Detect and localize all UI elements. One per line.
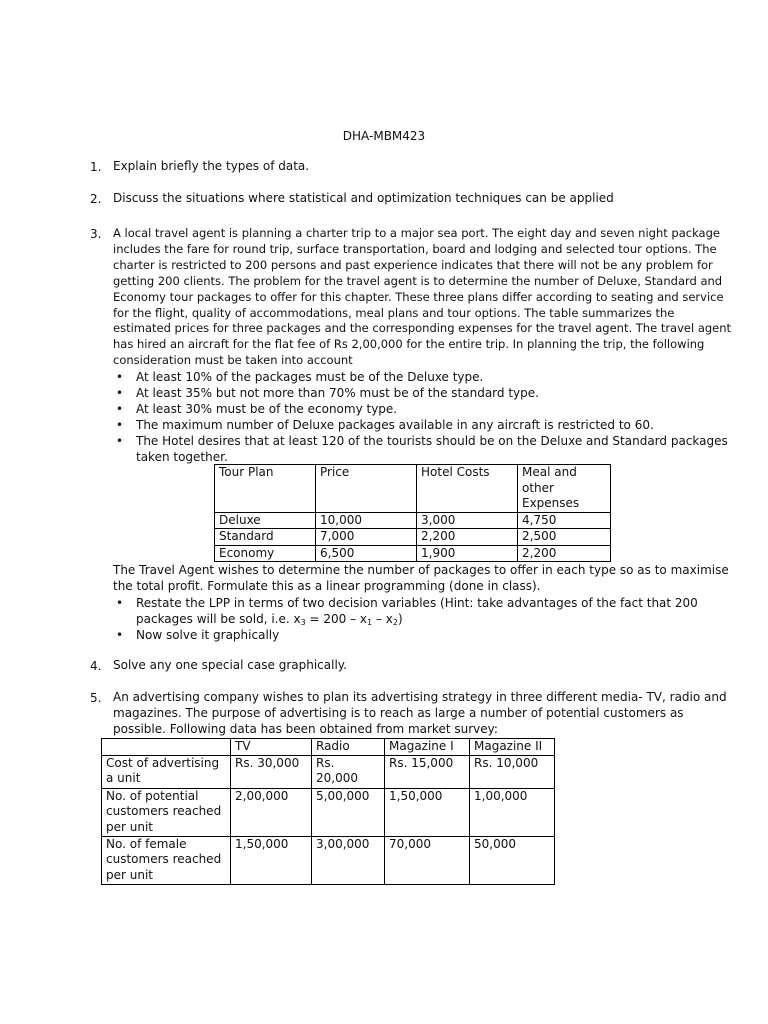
table-cell: 7,000 [316, 529, 417, 546]
table-header-cell [102, 739, 231, 756]
table-header-row [215, 465, 611, 513]
tour-plan-table [214, 464, 611, 562]
table-cell: 2,00,000 [231, 788, 312, 836]
table-cell: 10,000 [316, 512, 417, 529]
sub-bullet-text: Restate the LPP in terms of two decision variables (Hint: take advantages of the fact that 200 packages will be sold, i.e. x [136, 596, 698, 626]
q3-bullet-2: At least 35% but not more than 70% must be of the standard type. [136, 386, 539, 400]
q4-text: Solve any one special case graphically. [113, 658, 347, 672]
sub-bullet-text: – x [372, 612, 393, 626]
q5-text: An advertising company wishes to plan its advertising strategy in three different media- TV, radio and magazines. The purpose of advertising is to reach as large a number of potential customers as possible. Following data has been obtained from market survey: [113, 690, 727, 736]
table-cell: 2,200 [518, 545, 611, 562]
table-header-cell: Meal and other Expenses [518, 465, 611, 513]
table-row [215, 512, 611, 529]
table-cell: No. of potential customers reached per unit [102, 788, 231, 836]
q3-bullet-3: At least 30% must be of the economy type. [136, 402, 398, 416]
table-header-cell: Magazine I [385, 739, 470, 756]
table-row [102, 836, 555, 884]
table-cell: 1,00,000 [470, 788, 555, 836]
table-cell: 70,000 [385, 836, 470, 884]
table-cell: 1,50,000 [385, 788, 470, 836]
q5-number: 5. [90, 691, 102, 705]
table-cell: Rs. 15,000 [385, 755, 470, 788]
subscript: 1 [367, 618, 373, 627]
table-header-cell: Tour Plan [215, 465, 316, 513]
q2-text: Discuss the situations where statistical and optimization techniques can be applied [113, 191, 614, 205]
bullet-dot: • [116, 386, 124, 400]
table-row [215, 545, 611, 562]
table-cell: Standard [215, 529, 316, 546]
advertising-table [101, 738, 555, 885]
table-header-cell: Magazine II [470, 739, 555, 756]
q4-number: 4. [90, 659, 102, 673]
table-cell: Rs. 30,000 [231, 755, 312, 788]
bullet-dot: • [116, 434, 124, 448]
q3-sub-bullet-1 [136, 595, 736, 631]
bullet-dot: • [116, 370, 124, 384]
sub-bullet-text: ) [397, 612, 403, 626]
table-header-cell: TV [231, 739, 312, 756]
subscript: 2 [392, 618, 398, 627]
table-header-cell: Price [316, 465, 417, 513]
table-row [215, 529, 611, 546]
q3-sub-bullet-2: Now solve it graphically [136, 628, 280, 642]
table-cell: 50,000 [470, 836, 555, 884]
bullet-dot: • [116, 596, 124, 610]
subscript: 3 [300, 618, 306, 627]
q3-bullet-5: The Hotel desires that at least 120 of the tourists should be on the Deluxe and Standard packages taken together. [136, 434, 728, 464]
q3-text: A local travel agent is planning a charter trip to a major sea port. The eight day and seven night package includes the fare for round trip, surface transportation, board and lodging and selected tour options. The charter is restricted to 200 persons and past experience indicates that there will not be any problem for getting 200 clients. The problem for the travel agent is to determine the number of Deluxe, Standard and Economy tour packages to offer for this chapter. These three plans differ according to seating and service for the flight, quality of accommodations, meal plans and tour options. The table summarizes the estimated prices for three packages and the corresponding expenses for the travel agent. The travel agent has hired an aircraft for the flat fee of Rs 2,00,000 for the entire trip. In planning the trip, the following consideration must be taken into account [113, 226, 732, 368]
q2-number: 2. [90, 192, 102, 206]
table-cell: 3,00,000 [312, 836, 385, 884]
q3-bullet-1: At least 10% of the packages must be of the Deluxe type. [136, 370, 484, 384]
q3-number: 3. [90, 227, 102, 241]
table-cell: Deluxe [215, 512, 316, 529]
q1-text: Explain briefly the types of data. [113, 159, 310, 173]
table-cell: 4,750 [518, 512, 611, 529]
table-row [102, 788, 555, 836]
bullet-dot: • [116, 628, 124, 642]
table-cell: 2,500 [518, 529, 611, 546]
q3-after-text: The Travel Agent wishes to determine the number of packages to offer in each type so as to maximise the total profit. Formulate this as a linear programming (done in class). [113, 563, 729, 593]
table-cell: 6,500 [316, 545, 417, 562]
table-header-cell: Radio [312, 739, 385, 756]
sub-bullet-text: = 200 – x [305, 612, 368, 626]
table-row [102, 755, 555, 788]
q3-bullet-4: The maximum number of Deluxe packages available in any aircraft is restricted to 60. [136, 418, 654, 432]
table-cell: 5,00,000 [312, 788, 385, 836]
table-cell: Cost of advertising a unit [102, 755, 231, 788]
table-cell: 1,50,000 [231, 836, 312, 884]
table-cell: Rs. 20,000 [312, 755, 385, 788]
bullet-dot: • [116, 402, 124, 416]
table-cell: Economy [215, 545, 316, 562]
q1-number: 1. [90, 160, 102, 174]
table-header-row [102, 739, 555, 756]
table-cell: 2,200 [417, 529, 518, 546]
table-cell: Rs. 10,000 [470, 755, 555, 788]
table-cell: 1,900 [417, 545, 518, 562]
table-header-cell: Hotel Costs [417, 465, 518, 513]
table-cell: No. of female customers reached per unit [102, 836, 231, 884]
bullet-dot: • [116, 418, 124, 432]
document-code: DHA-MBM423 [342, 129, 426, 143]
table-cell: 3,000 [417, 512, 518, 529]
